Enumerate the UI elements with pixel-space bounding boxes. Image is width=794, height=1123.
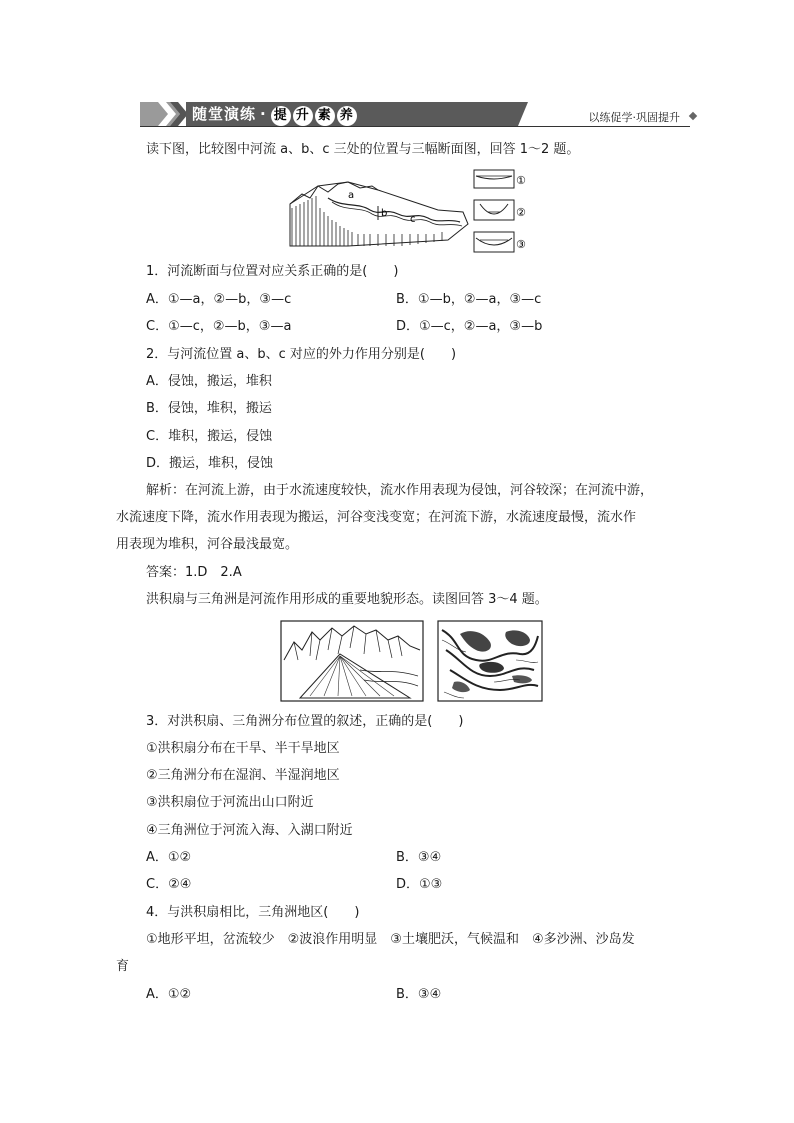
q3-statement-3: ③洪积扇位于河流出山口附近 [146, 795, 314, 810]
q1-option-a: A．①—a，②—b，③—c [146, 292, 292, 307]
intro-text-1: 读下图，比较图中河流 a、b、c 三处的位置与三幅断面图，回答 1～2 题。 [146, 142, 580, 157]
q2-option-b: B．侵蚀，堆积，搬运 [146, 401, 272, 416]
river-figure [288, 168, 538, 254]
q2-option-d: D．搬运，堆积，侵蚀 [146, 456, 274, 471]
answer: 答案：1.D 2.A [146, 565, 242, 580]
header-subtitle: 以练促学·巩固提升 [588, 111, 680, 124]
q4-stem: 4．与洪积扇相比，三角洲地区( ) [146, 905, 360, 920]
q4-option-a: A．①② [146, 987, 192, 1002]
q4-option-b: B．③④ [396, 987, 442, 1002]
intro-text-2: 洪积扇与三角洲是河流作用形成的重要地貌形态。读图回答 3～4 题。 [146, 592, 548, 607]
q3-option-d: D．①③ [396, 877, 443, 892]
section-label: ② [516, 206, 526, 219]
q3-statement-2: ②三角洲分布在湿润、半湿润地区 [146, 768, 340, 783]
analysis-line-3: 用表现为堆积，河谷最浅最宽。 [116, 537, 299, 552]
header-rule [140, 126, 690, 127]
analysis-line-1: 解析：在河流上游，由于水流速度较快，流水作用表现为侵蚀，河谷较深；在河流中游， [146, 483, 654, 498]
header-title [192, 103, 359, 126]
tag-char: 素 [315, 106, 335, 126]
banner-dot: · [260, 105, 267, 123]
section-label: ① [516, 174, 526, 187]
banner-title: 随堂演练 [192, 105, 257, 123]
tag-char: 提 [271, 106, 291, 126]
q3-statement-1: ①洪积扇分布在干旱、半干旱地区 [146, 741, 340, 756]
q1-option-c: C．①—c，②—b，③—a [146, 319, 292, 334]
section-label: ③ [516, 238, 526, 251]
q2-option-a: A．侵蚀，搬运，堆积 [146, 374, 272, 389]
cross-section-2 [474, 200, 526, 220]
q2-stem: 2．与河流位置 a、b、c 对应的外力作用分别是( ) [146, 347, 457, 362]
cross-section-3 [474, 232, 526, 252]
alluvial-fan-sketch [281, 621, 423, 701]
delta-sketch [438, 621, 542, 701]
label-b: b [381, 208, 388, 219]
tag-char: 升 [293, 106, 313, 126]
q3-stem: 3．对洪积扇、三角洲分布位置的叙述，正确的是( ) [146, 714, 464, 729]
q1-option-b: B．①—b，②—a，③—c [396, 292, 542, 307]
q3-option-b: B．③④ [396, 850, 442, 865]
analysis-line-2: 水流速度下降，流水作用表现为搬运，河谷变浅变宽；在河流下游，水流速度最慢，流水作 [116, 510, 637, 525]
q2-option-c: C．堆积，搬运，侵蚀 [146, 429, 273, 444]
river-block-diagram [290, 182, 468, 246]
q3-statement-4: ④三角洲位于河流入海、入湖口附近 [146, 823, 353, 838]
q3-option-a: A．①② [146, 850, 192, 865]
label-a: a [348, 190, 355, 201]
q1-stem: 1．河流断面与位置对应关系正确的是( ) [146, 264, 399, 279]
label-c: c [410, 214, 416, 225]
diamond-icon [689, 112, 697, 120]
q4-statements-line-2: 育 [116, 959, 130, 974]
q4-statements-line-1: ①地形平坦，岔流较少 ②波浪作用明显 ③土壤肥沃，气候温和 ④多沙洲、沙岛发 [146, 932, 635, 947]
q1-option-d: D．①—c，②—a，③—b [396, 319, 543, 334]
landform-figure [280, 620, 544, 704]
tag-char: 养 [337, 106, 357, 126]
section-header [140, 100, 700, 128]
q3-option-c: C．②④ [146, 877, 192, 892]
cross-section-1 [474, 170, 526, 188]
